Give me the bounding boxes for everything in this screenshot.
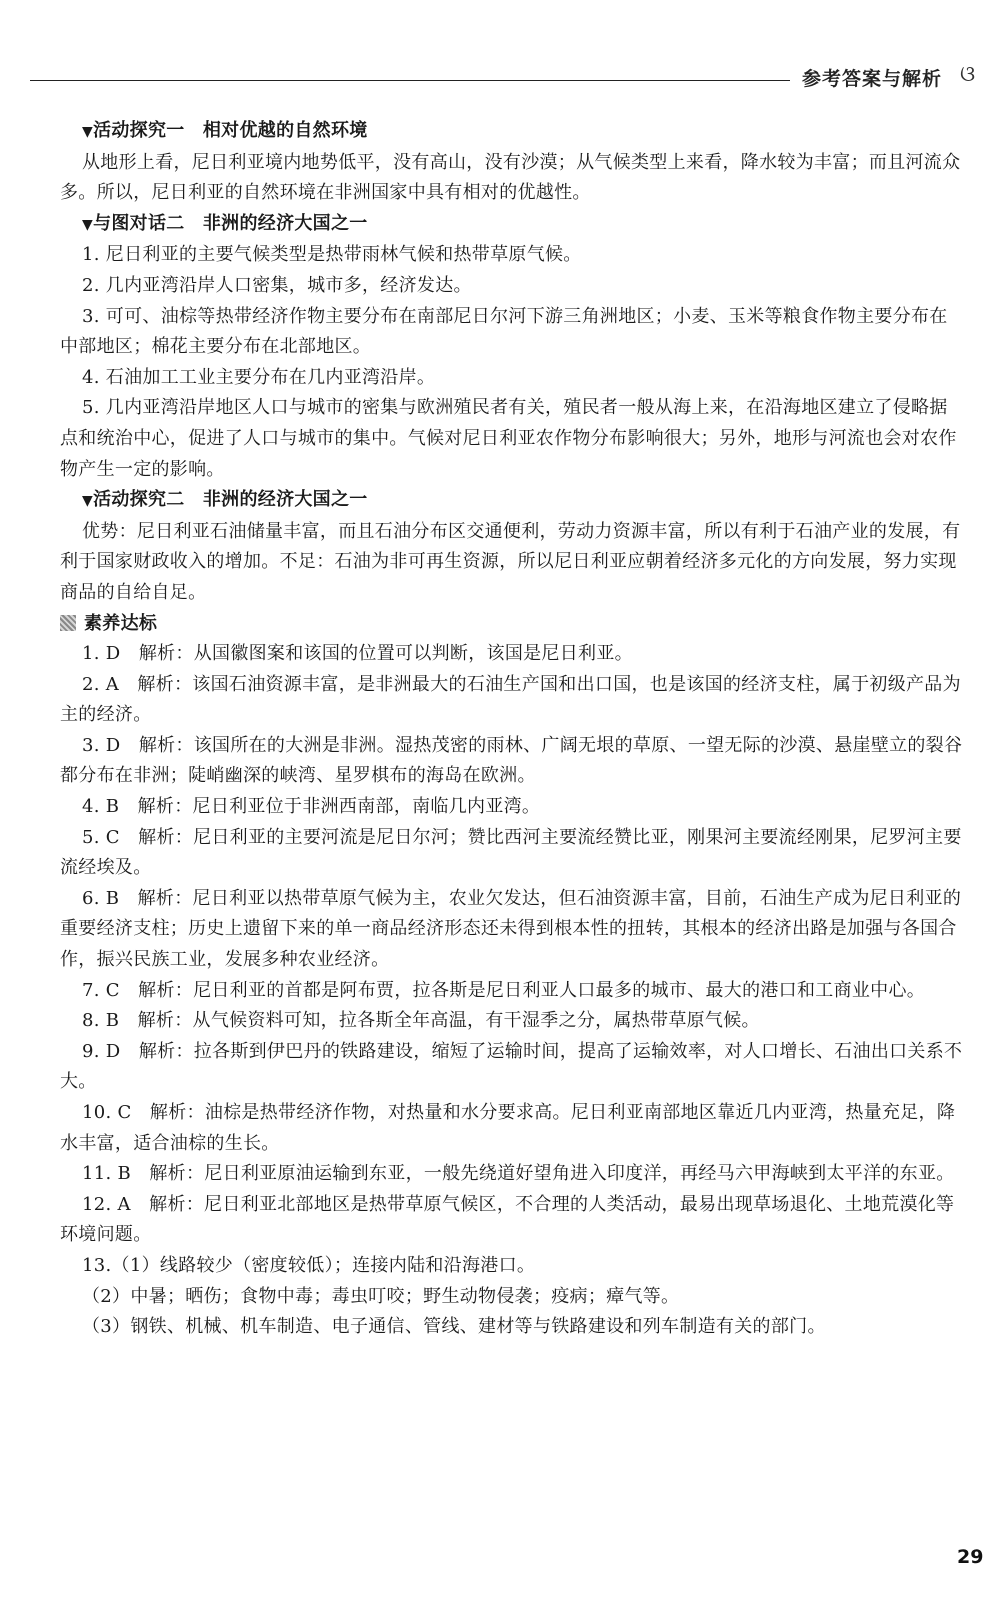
paragraph: 从地形上看，尼日利亚境内地势低平，没有高山，没有沙漠；从气候类型上来看，降水较为丰富；而且河流众多。所以，尼日利亚的自然环境在非洲国家中具有相对的优越性。	[60, 151, 961, 204]
triangle-icon: ▼	[82, 216, 94, 233]
triangle-icon: ▼	[82, 493, 94, 510]
answer-item: 6. B 解析：尼日利亚以热带草原气候为主，农业欠发达，但石油资源丰富，目前，石油生产成为尼日利亚的重要经济支柱；历史上遗留下来的单一商品经济形态还未得到根本性的扭转，其根本的经济出路是加强与各国合作，振兴民族工业，发展多种农业经济。	[60, 887, 962, 971]
answer-item: 13.（1）线路较少（密度较低）；连接内陆和沿海港口。	[82, 1254, 536, 1276]
header-rule	[30, 80, 790, 81]
header-title: 参考答案与解析	[802, 68, 943, 90]
triangle-icon: ▼	[82, 124, 94, 140]
answer-item: （3）钢铁、机械、机车制造、电子通信、管线、建材等与铁路建设和列车制造有关的部门。	[82, 1316, 826, 1338]
answer-item: 1. D 解析：从国徽图案和该国的位置可以判断，该国是尼日利亚。	[82, 643, 633, 665]
page-number: 29	[957, 1546, 984, 1568]
answer-item: 3. 可可、油棕等热带经济作物主要分布在南部尼日尔河下游三角洲地区；小麦、玉米等粮食作物主要分布在中部地区；棉花主要分布在北部地区。	[60, 305, 948, 358]
section-heading-literacy: 素养达标	[60, 609, 965, 640]
answer-item: 10. C 解析：油棕是热带经济作物，对热量和水分要求高。尼日利亚南部地区靠近几内亚湾，热量充足，降水丰富，适合油棕的生长。	[60, 1102, 956, 1154]
answer-item: （2）中暑；晒伤；食物中毒；毒虫叮咬；野生动物侵袭；疫病；瘴气等。	[82, 1285, 680, 1307]
answer-item: 2. 几内亚湾沿岸人口密集，城市多，经济发达。	[82, 274, 472, 296]
answer-item: 2. A 解析：该国石油资源丰富，是非洲最大的石油生产国和出口国，也是该国的经济支柱，属于初级产品为主的经济。	[60, 673, 961, 726]
answer-item: 3. D 解析：该国所在的大洲是非洲。湿热茂密的雨林、广阔无垠的草原、一望无际的沙漠、悬崖壁立的裂谷都分布在非洲；陡峭幽深的峡湾、星罗棋布的海岛在欧洲。	[60, 734, 963, 787]
flourish-icon: ଓ	[960, 62, 976, 87]
paragraph: 优势：尼日利亚石油储量丰富，而且石油分布区交通便利，劳动力资源丰富，所以有利于石油产业的发展，有利于国家财政收入的增加。不足：石油为非可再生资源，所以尼日利亚应朝着经济多元化的方向发展，努力实现商品的自给自足。	[60, 520, 961, 603]
answer-item: 7. C 解析：尼日利亚的首都是阿布贾，拉各斯是尼日利亚人口最多的城市、最大的港口和工商业中心。	[82, 979, 926, 1001]
answer-item: 4. B 解析：尼日利亚位于非洲西南部，南临几内亚湾。	[82, 796, 541, 818]
section-heading-activity-1: ▼活动探究一 相对优越的自然环境	[82, 120, 368, 141]
answer-item: 5. 几内亚湾沿岸地区人口与城市的密集与欧洲殖民者有关，殖民者一般从海上来，在沿海地区建立了侵略据点和统治中心，促进了人口与城市的集中。气候对尼日利亚农作物分布影响很大；另外，地形与河流也会对农作物产生一定的影响。	[60, 397, 957, 480]
answer-item: 12. A 解析：尼日利亚北部地区是热带草原气候区，不合理的人类活动，最易出现草场退化、土地荒漠化等环境问题。	[60, 1193, 955, 1246]
answer-item: 1. 尼日利亚的主要气候类型是热带雨林气候和热带草原气候。	[82, 244, 582, 266]
page-header	[30, 62, 980, 102]
answer-item: 9. D 解析：拉各斯到伊巴丹的铁路建设，缩短了运输时间，提高了运输效率，对人口增长、石油出口关系不大。	[60, 1040, 963, 1093]
answer-item: 8. B 解析：从气候资料可知，拉各斯全年高温，有干湿季之分，属热带草原气候。	[82, 1010, 760, 1032]
answer-content	[60, 116, 965, 1343]
answer-item: 5. C 解析：尼日利亚的主要河流是尼日尔河；赞比西河主要流经赞比亚，刚果河主要流经刚果，尼罗河主要流经埃及。	[60, 826, 962, 879]
hatched-square-icon	[60, 615, 76, 631]
section-heading-map-dialogue-2: ▼与图对话二 非洲的经济大国之一	[82, 212, 368, 234]
answer-item: 4. 石油加工工业主要分布在几内亚湾沿岸。	[82, 366, 436, 388]
section-heading-activity-2: ▼活动探究二 非洲的经济大国之一	[82, 489, 368, 511]
answer-item: 11. B 解析：尼日利亚原油运输到东亚，一般先绕道好望角进入印度洋，再经马六甲海峡到太平洋的东亚。	[82, 1163, 955, 1185]
